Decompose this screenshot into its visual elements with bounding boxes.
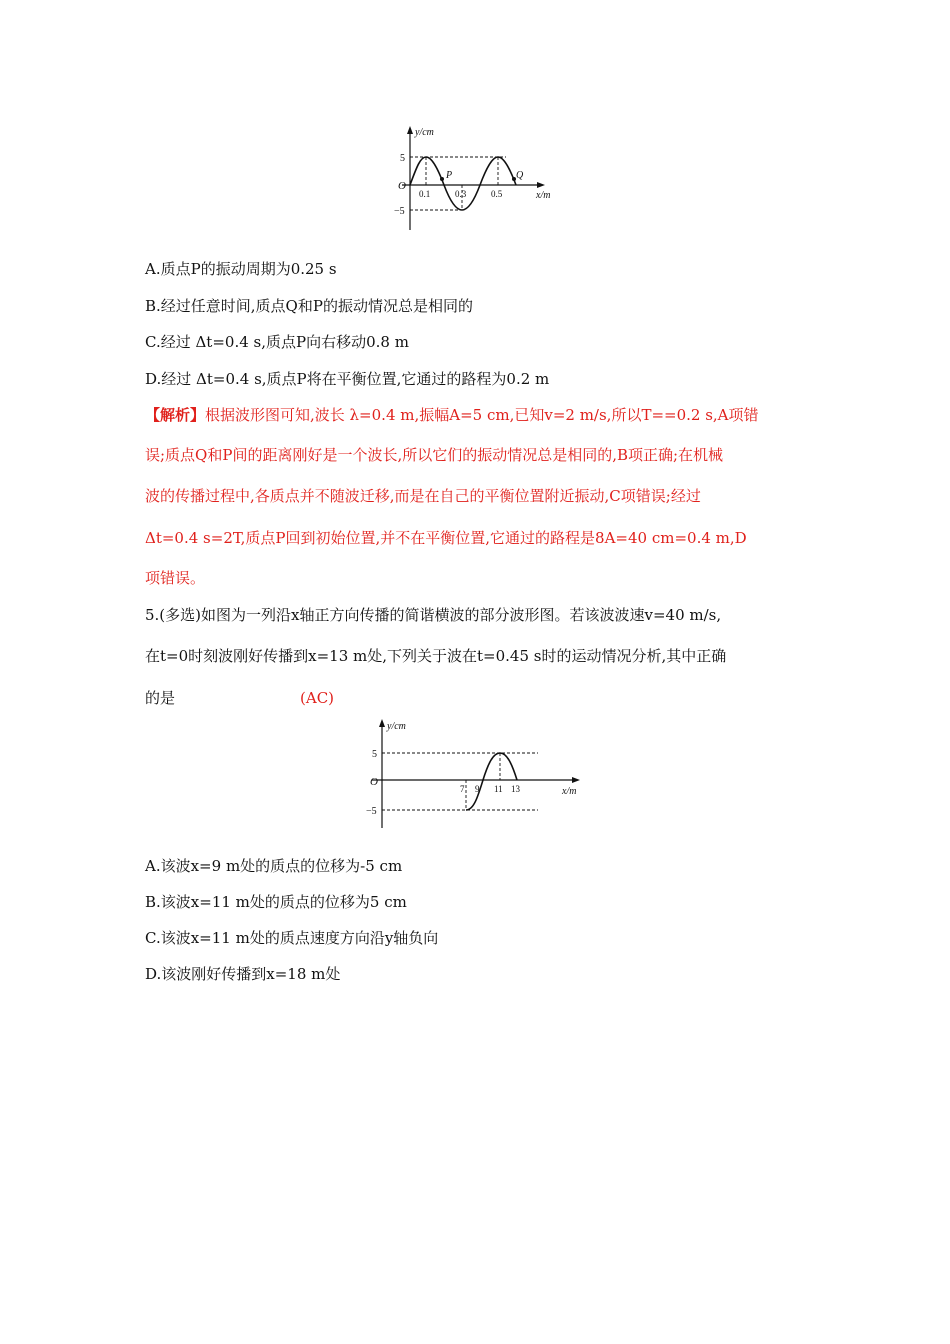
q5-stem-line-1: 5.(多选)如图为一列沿x轴正方向传播的简谐横波的部分波形图。若该波波速v=40 m/s, — [145, 606, 722, 624]
q5-stem-text-3: 的是 — [145, 689, 176, 707]
x-tick-13: 13 — [511, 784, 520, 794]
point-p-dot — [440, 177, 444, 181]
x-tick-0.3: 0.3 — [455, 189, 467, 199]
analysis-line-2: 误;质点Q和P间的距离刚好是一个波长,所以它们的振动情况总是相同的,B项正确;在机械 — [145, 446, 724, 464]
analysis-line-3: 波的传播过程中,各质点并不随波迁移,而是在自己的平衡位置附近振动,C项错误;经过 — [145, 487, 701, 505]
y-tick-neg5: −5 — [366, 806, 377, 817]
q5-stem-line-2: 在t=0时刻波刚好传播到x=13 m处,下列关于波在t=0.45 s时的运动情况分析,其中正确 — [145, 647, 727, 665]
x-tick-11: 11 — [494, 784, 503, 794]
analysis-line-4: Δt=0.4 s=2T,质点P回到初始位置,并不在平衡位置,它通过的路程是8A=40 cm=0.4 m,D — [145, 529, 747, 547]
x-tick-0.5: 0.5 — [491, 189, 503, 199]
x-axis-arrow — [537, 182, 545, 188]
q5-stem-line-3 — [145, 688, 334, 708]
origin-label: O — [398, 180, 406, 192]
q4-option-b: B.经过任意时间,质点Q和P的振动情况总是相同的 — [145, 297, 473, 315]
wave-graph-1 — [392, 124, 564, 234]
analysis-line-5: 项错误。 — [145, 569, 206, 587]
q4-option-c: C.经过 Δt=0.4 s,质点P向右移动0.8 m — [145, 333, 409, 351]
wave-graph-2 — [362, 716, 584, 834]
q4-option-d: D.经过 Δt=0.4 s,质点P将在平衡位置,它通过的路程为0.2 m — [145, 370, 550, 388]
point-p-label: P — [446, 170, 453, 181]
origin-label: O — [370, 776, 378, 788]
analysis-text-1: 根据波形图可知,波长 λ=0.4 m,振幅A=5 cm,已知v=2 m/s,所以T==0.2 s,A项错 — [205, 406, 759, 424]
y-axis-label: y/cm — [415, 127, 434, 138]
x-tick-0.1: 0.1 — [419, 189, 431, 199]
y-tick-5: 5 — [372, 749, 377, 760]
q5-option-a: A.该波x=9 m处的质点的位移为-5 cm — [145, 857, 403, 875]
point-q-label: Q — [516, 170, 524, 181]
analysis-tag: 【解析】 — [145, 406, 206, 424]
q5-answer: (AC) — [300, 689, 335, 707]
q5-option-b: B.该波x=11 m处的质点的位移为5 cm — [145, 893, 407, 911]
y-tick-5: 5 — [400, 153, 405, 164]
y-tick-neg5: −5 — [394, 206, 405, 217]
x-tick-7: 7 — [460, 784, 465, 794]
q5-option-c: C.该波x=11 m处的质点速度方向沿y轴负向 — [145, 929, 439, 947]
analysis-line-1 — [145, 405, 759, 425]
wave-curve — [466, 753, 517, 810]
y-axis-arrow — [407, 126, 413, 134]
x-axis-label: x/m — [562, 786, 577, 797]
x-tick-9: 9 — [475, 784, 480, 794]
x-axis-label: x/m — [536, 190, 551, 201]
y-axis-arrow — [379, 719, 385, 727]
x-axis-arrow — [572, 777, 580, 783]
q4-option-a: A.质点P的振动周期为0.25 s — [145, 260, 337, 278]
y-axis-label: y/cm — [387, 721, 406, 732]
q5-option-d: D.该波刚好传播到x=18 m处 — [145, 965, 341, 983]
